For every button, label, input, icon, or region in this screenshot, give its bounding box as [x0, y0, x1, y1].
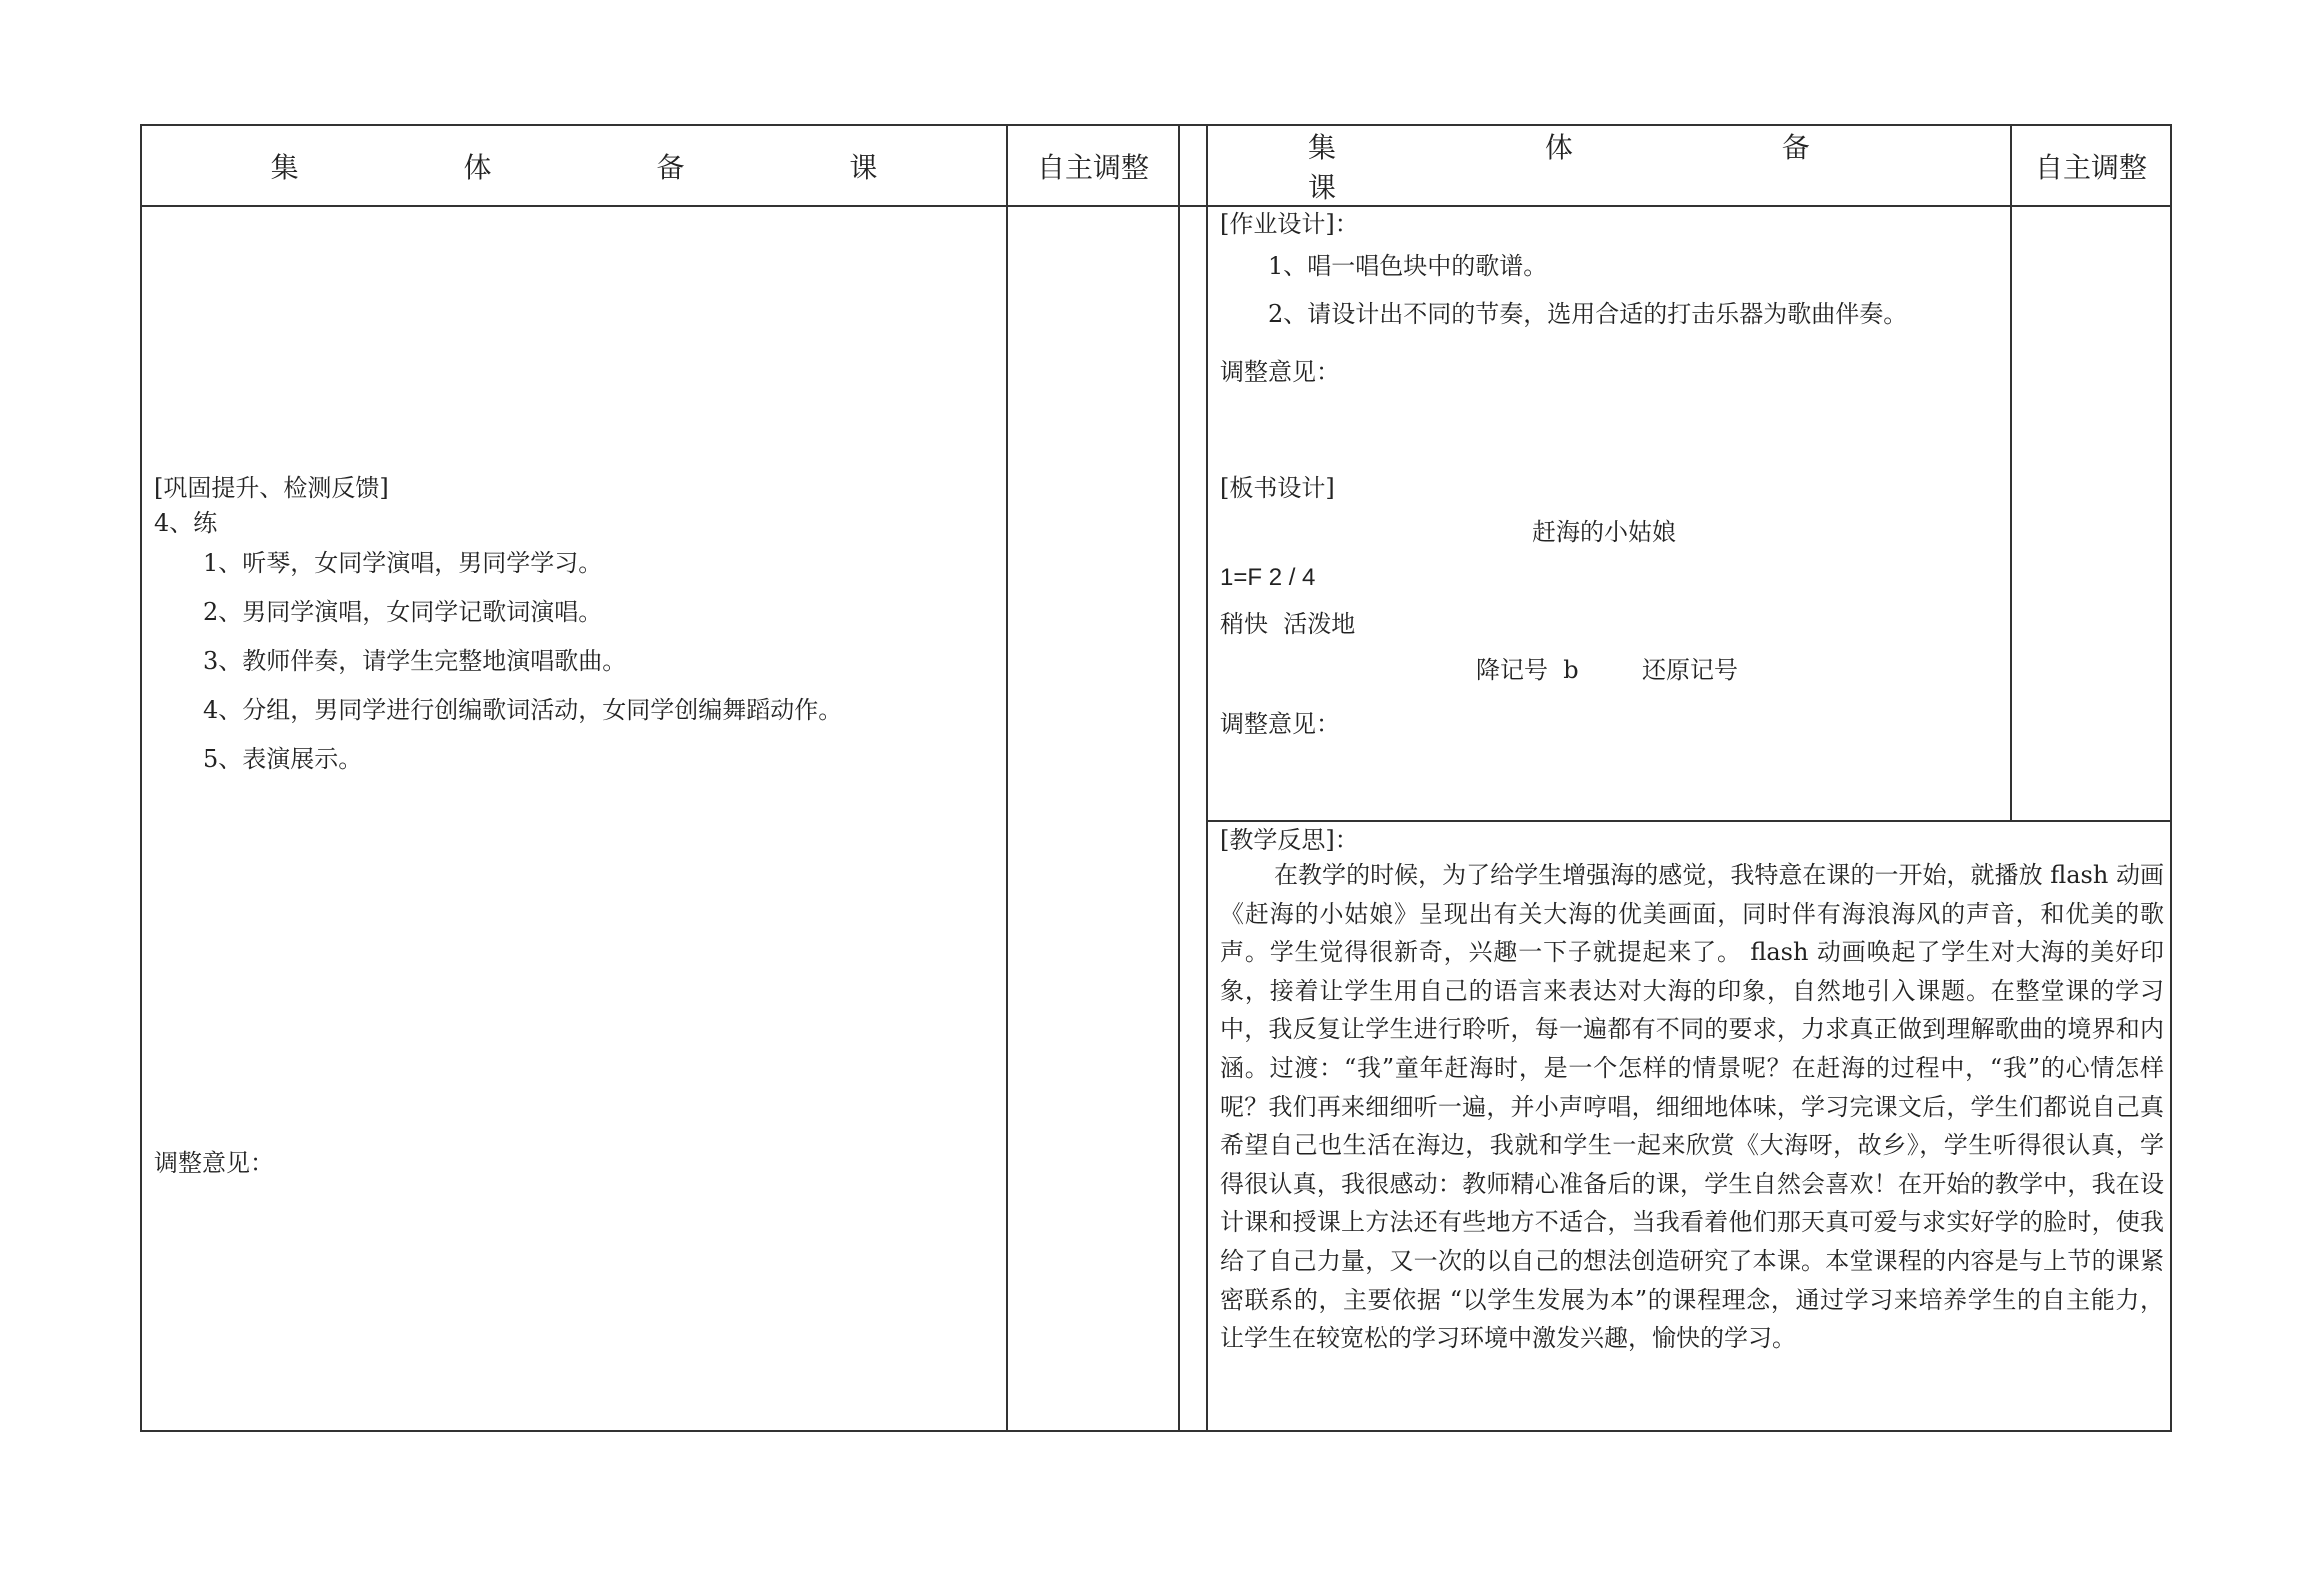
homework-title: [作业设计]： — [1220, 210, 1359, 238]
left-adjust-column-divider — [1006, 124, 1008, 1432]
key-signature: 1=F 2 / 4 — [1220, 564, 1316, 591]
homework-item-1: 1、唱一唱色块中的歌谱。 — [1268, 252, 1548, 280]
homework-item-2: 2、请设计出不同的节奏，选用合适的打击乐器为歌曲伴奏。 — [1268, 300, 1908, 328]
flat-sign-label: 降记号 b — [1476, 656, 1579, 684]
practice-step-title: 4、练 — [154, 509, 218, 537]
board-design-title: [板书设计] — [1220, 474, 1335, 502]
practice-item-2: 2、男同学演唱，女同学记歌词演唱。 — [203, 598, 603, 626]
reflection-title: [教学反思]： — [1220, 826, 1359, 854]
right-adjust-column-divider — [2010, 124, 2012, 822]
gutter-left-divider — [1178, 124, 1180, 1432]
right-adjust-label-1: 调整意见： — [1220, 358, 1340, 386]
practice-item-3: 3、教师伴奏，请学生完整地演唱歌曲。 — [203, 647, 627, 675]
consolidation-section-title: [巩固提升、检测反馈] — [154, 474, 389, 502]
left-header-title: 集 体 备 课 — [270, 151, 956, 184]
practice-item-4: 4、分组，男同学进行创编歌词活动，女同学创编舞蹈动作。 — [203, 696, 843, 724]
right-adjust-label-2: 调整意见： — [1220, 710, 1340, 738]
song-title: 赶海的小姑娘 — [1532, 518, 1676, 546]
right-header-title: 集 体 备 课 — [1308, 131, 1910, 204]
right-adjust-header: 自主调整 — [2034, 151, 2147, 184]
table-border-right — [2170, 124, 2172, 1432]
left-adjust-label: 调整意见： — [154, 1149, 274, 1177]
table-border-bottom — [140, 1430, 2170, 1432]
practice-item-5: 5、表演展示。 — [203, 745, 363, 773]
tempo-marking: 稍快 活泼地 — [1220, 610, 1356, 638]
left-adjust-header: 自主调整 — [1036, 151, 1149, 184]
gutter-right-divider — [1206, 124, 1208, 1432]
table-border-left — [140, 124, 142, 1432]
natural-sign-label: 还原记号 — [1642, 656, 1738, 684]
practice-item-1: 1、听琴，女同学演唱，男同学学习。 — [203, 549, 603, 577]
reflection-paragraph: 在教学的时候，为了给学生增强海的感觉，我特意在课的一开始，就播放 flash 动画《赶海的小姑娘》呈现出有关大海的优美画面，同时伴有海浪海风的声音，和优美的歌声。学生觉得很新奇，兴趣一下子就提起来了。 flash 动画唤起了学生对大海的美好印象，接着让学生用自己的语言来表达对大海的印象，自然地引入课题。在整堂课的学习中，我反复让学生进行聆听，每一遍都有不同的要求，力求真正做到理解歌曲的境界和内涵。过渡：“我”童年赶海时，是一个怎样的情景呢？在赶海的过程中，“我”的心情怎样呢？我们再来细细听一遍，并小声哼唱，细细地体味，学习完课文后，学生们都说自己真希望自己也生活在海边，我就和学生一起来欣赏《大海呀，故乡》，学生听得很认真，学得很认真，我很感动：教师精心准备后的课，学生自然会喜欢！在开始的教学中，我在设计课和授课上方法还有些地方不适合，当我看着他们那天真可爱与求实好学的脸时，使我给了自己力量，又一次的以自己的想法创造研究了本课。本堂课程的内容是与上节的课紧密联系的，主要依据 “以学生发展为本”的课程理念，通过学习来培养学生的自主能力，让学生在较宽松的学习环境中激发兴趣，愉快的学习。 — [1220, 861, 2164, 1353]
